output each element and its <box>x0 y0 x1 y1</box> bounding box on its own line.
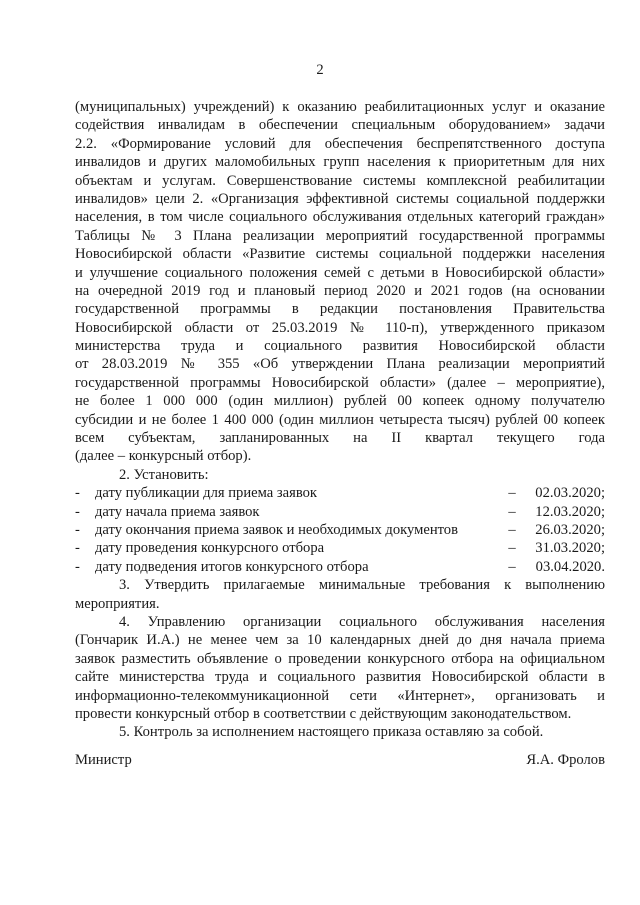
date-label: дату публикации для приема заявок <box>95 485 318 502</box>
text-line: не более 1 000 000 (один миллион) рублей 00 копеек одному получателю <box>75 393 605 410</box>
paragraph-continuation <box>75 98 605 466</box>
document-body <box>75 98 605 742</box>
list-bullet: - <box>75 485 80 502</box>
text-line: Новосибирской области «Развитие системы социальной поддержки населения <box>75 246 605 263</box>
list-bullet: - <box>75 503 80 520</box>
text-line: и улучшение социального положения семей с детьми в Новосибирской области» <box>75 264 605 281</box>
text-line: мероприятия. <box>75 595 160 612</box>
date-row-start <box>75 503 605 521</box>
item-4-paragraph <box>75 613 605 723</box>
text-line: инвалидов» цели 2. «Организация эффективной системы социальной поддержки <box>75 190 605 207</box>
date-dash: – <box>508 521 516 538</box>
text-line: объектам и услугам. Совершенствование системы комплексной реабилитации <box>75 172 605 189</box>
text-line: информационно-телекоммуникационной сети «Интернет», организовать и <box>75 687 605 704</box>
text-line: на очередной 2019 год и плановый период 2020 и 2021 годов (на основании <box>75 282 605 299</box>
signatory-name: Я.А. Фролов <box>526 752 605 768</box>
date-label: дату окончания приема заявок и необходимых документов <box>95 521 458 538</box>
date-label: дату проведения конкурсного отбора <box>95 540 325 557</box>
text-line: (муниципальных) учреждений) к оказанию реабилитационных услуг и оказание <box>75 99 605 115</box>
text-line: министерства труда и социального развития Новосибирской области <box>75 338 605 355</box>
date-dash: – <box>508 503 516 520</box>
date-row-publication <box>75 484 605 502</box>
signature-block <box>75 752 605 769</box>
date-row-end <box>75 521 605 539</box>
date-value: 02.03.2020; <box>535 485 605 502</box>
text-line: содействия инвалидам в обеспечении специальным оборудованием» задачи <box>75 117 605 134</box>
text-line: всем субъектам, запланированных на II квартал текущего года <box>75 430 605 447</box>
date-label: дату подведения итогов конкурсного отбора <box>95 558 369 575</box>
text-line: от 28.03.2019 № 355 «Об утверждении Плана реализации мероприятий <box>75 356 605 373</box>
text-line: 4. Управлению организации социального обслуживания населения <box>119 613 605 630</box>
signatory-position: Министр <box>75 752 132 768</box>
text-line: Новосибирской области от 25.03.2019 № 110-п), утвержденного приказом <box>75 319 605 336</box>
list-bullet: - <box>75 540 80 557</box>
dates-list <box>75 484 605 576</box>
text-line: Таблицы № 3 Плана реализации мероприятий государственной программы <box>75 227 605 244</box>
text-line: провести конкурсный отбор в соответствии с действующим законодательством. <box>75 705 572 722</box>
text-line: инвалидов и других маломобильных групп населения к приоритетным для них <box>75 154 605 171</box>
item-2-heading: 2. Установить: <box>119 466 209 483</box>
text-line: (Гончарик И.А.) не менее чем за 10 календарных дней до дня начала приема <box>75 632 605 649</box>
date-row-selection <box>75 539 605 557</box>
item-3-paragraph <box>75 576 605 613</box>
text-line: субсидии и не более 1 400 000 (один миллион четыреста тысяч) рублей 00 копеек <box>75 411 605 428</box>
list-bullet: - <box>75 558 80 575</box>
page-number: 2 <box>316 62 324 78</box>
date-value: 31.03.2020; <box>535 540 605 557</box>
date-dash: – <box>508 558 516 575</box>
text-line: сайте министерства труда и социального развития Новосибирской области в <box>75 669 605 686</box>
date-label: дату начала приема заявок <box>95 503 260 520</box>
date-row-results <box>75 558 605 576</box>
list-bullet: - <box>75 521 80 538</box>
text-line: государственной программы в редакции постановления Правительства <box>75 301 605 318</box>
date-value: 26.03.2020; <box>535 521 605 538</box>
item-5-paragraph: 5. Контроль за исполнением настоящего приказа оставляю за собой. <box>119 724 544 741</box>
date-dash: – <box>508 540 516 557</box>
text-line: населения, в том числе социального обслуживания отдельных категорий граждан» <box>75 209 605 226</box>
date-value: 12.03.2020; <box>535 503 605 520</box>
text-line: (далее – конкурсный отбор). <box>75 448 252 465</box>
date-value: 03.04.2020. <box>535 558 605 575</box>
text-line: 2.2. «Формирование условий для обеспечения беспрепятственного доступа <box>75 135 605 152</box>
text-line: заявок разместить объявление о проведении конкурсного отбора на официальном <box>75 650 605 667</box>
date-dash: – <box>508 485 516 502</box>
text-line: государственной программы Новосибирской области» (далее – мероприятие), <box>75 374 605 391</box>
text-line: 3. Утвердить прилагаемые минимальные требования к выполнению <box>119 577 605 594</box>
